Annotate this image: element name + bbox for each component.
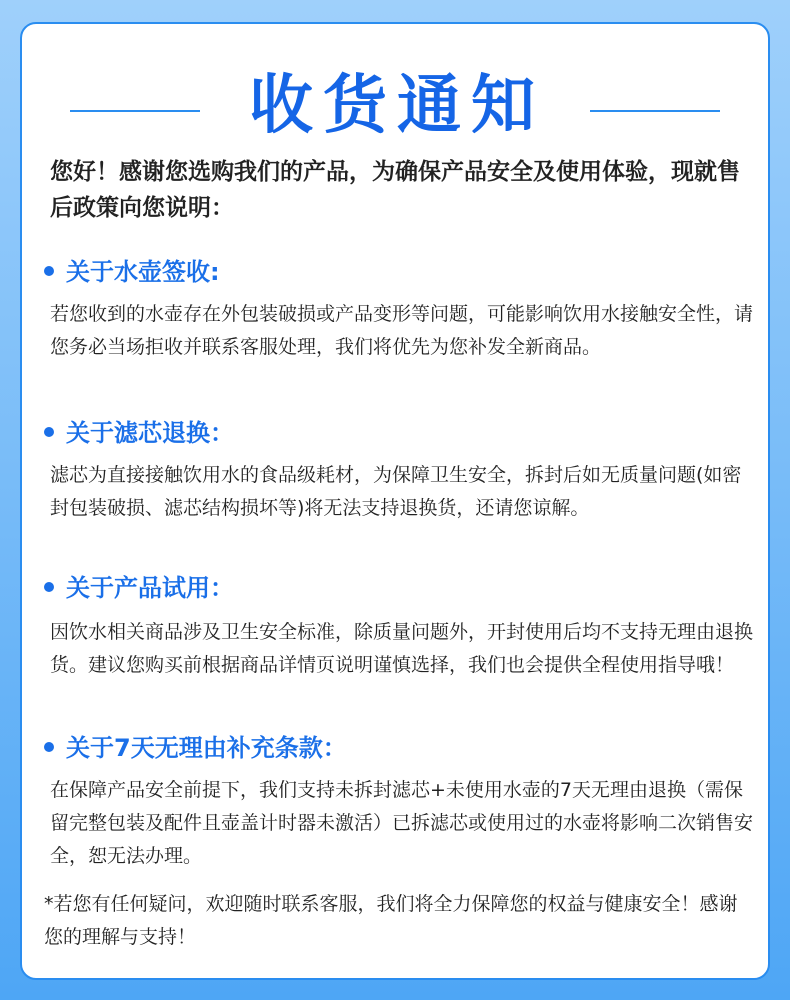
notice-card	[20, 22, 770, 980]
section-body-filter: 滤芯为直接接触饮用水的食品级耗材，为保障卫生安全，拆封后如无质量问题(如密封包装破损、滤芯结构损坏等)将无法支持退换货，还请您谅解。	[50, 464, 742, 519]
section-heading-label: 关于产品试用：	[66, 574, 234, 602]
section-heading-filter	[44, 413, 744, 453]
section-body-trial: 因饮水相关商品涉及卫生安全标准，除质量问题外，开封使用后均不支持无理由退换货。建议您购买前根据商品详情页说明谨慎选择，我们也会提供全程使用指导哦！	[50, 621, 754, 676]
title-row	[22, 64, 772, 144]
section-heading-trial	[44, 568, 744, 608]
bullet-dot-icon	[44, 742, 54, 752]
section-heading-label: 关于7天无理由补充条款：	[66, 734, 347, 762]
page-title: 收货通知	[249, 69, 545, 143]
bullet-dot-icon	[44, 427, 54, 437]
section-heading-7day	[44, 728, 744, 768]
bullet-dot-icon	[44, 582, 54, 592]
section-heading-label: 关于水壶签收:	[66, 258, 220, 286]
section-body-7day: 在保障产品安全前提下，我们支持未拆封滤芯+未使用水壶的7天无理由退换（需保留完整包装及配件且壶盖计时器未激活）已拆滤芯或使用过的水壶将影响二次销售安全，恕无法办理。	[50, 779, 754, 867]
section-heading-kettle	[44, 252, 744, 292]
intro-text: 您好！感谢您选购我们的产品，为确保产品安全及使用体验，现就售后政策向您说明：	[50, 159, 740, 221]
footer-note: *若您有任何疑问，欢迎随时联系客服，我们将全力保障您的权益与健康安全！感谢您的理解与支持！	[44, 893, 738, 948]
section-body-kettle: 若您收到的水壶存在外包装破损或产品变形等问题，可能影响饮用水接触安全性，请您务必当场拒收并联系客服处理，我们将优先为您补发全新商品。	[50, 303, 754, 358]
section-heading-label: 关于滤芯退换：	[66, 419, 234, 447]
title-divider-right	[590, 110, 720, 112]
bullet-dot-icon	[44, 266, 54, 276]
